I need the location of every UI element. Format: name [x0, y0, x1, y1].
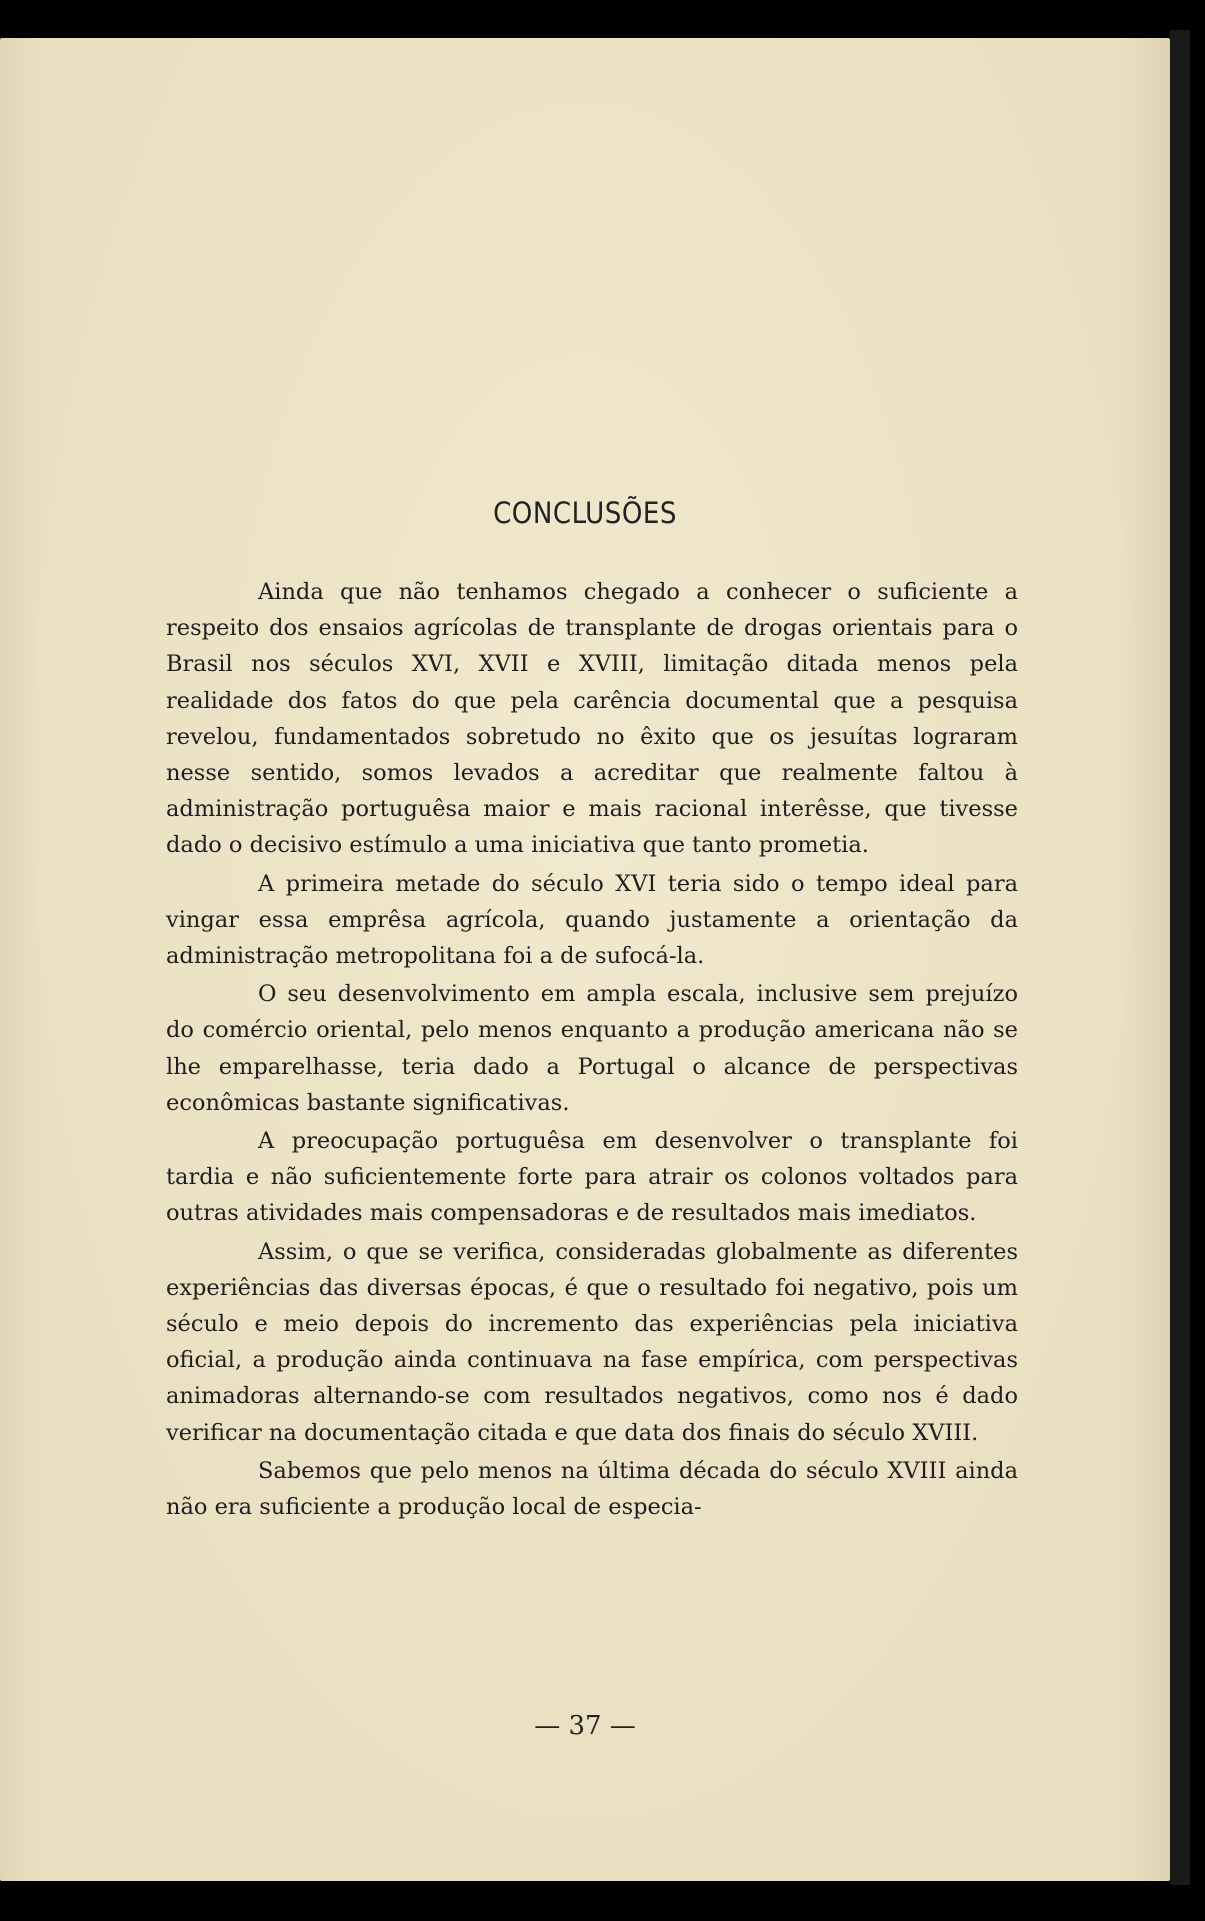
page-title: CONCLUSÕES: [493, 496, 677, 530]
paragraph: Assim, o que se verifica, consideradas globalmente as diferentes experiências das diversas épocas, é que o resultado foi negativo, pois um século e meio depois do incremento das experiências pela iniciativa oficial, a produção ainda continuava na fase empírica, com perspectivas animadoras alternando-se com resultados negativos, como nos é dado verificar na documentação citada e que data dos finais do século XVIII.: [166, 1238, 1018, 1446]
paragraph: Sabemos que pelo menos na última década do século XVIII ainda não era suficiente a produção local de especia-: [166, 1457, 1018, 1521]
paragraph: A primeira metade do século XVI teria sido o tempo ideal para vingar essa emprêsa agrícola, quando justamente a orientação da administração metropolitana foi a de sufocá-la.: [166, 870, 1018, 970]
body-text: [166, 574, 1018, 1527]
page-number: — 37 —: [534, 1711, 636, 1741]
paragraph: A preocupação portuguêsa em desenvolver o transplante foi tardia e não suficientemente forte para atrair os colonos voltados para outras atividades mais compensadoras e de resultados mais imediatos.: [166, 1128, 1018, 1227]
paragraph: O seu desenvolvimento em ampla escala, inclusive sem prejuízo do comércio oriental, pelo menos enquanto a produção americana não se lhe emparelhasse, teria dado a Portugal o alcance de perspectivas econômicas bastante significativas.: [166, 981, 1018, 1116]
page-edge-shadow: [1170, 30, 1190, 1885]
paragraph: Ainda que não tenhamos chegado a conhecer o suficiente a respeito dos ensaios agrícolas de transplante de drogas orientais para o Brasil nos séculos XVI, XVII e XVIII, limitação ditada menos pela realidade dos fatos do que pela carência documental que a pesquisa revelou, fundamentados sobretudo no êxito que os jesuítas lograram nesse sentido, somos levados a acreditar que realmente faltou à administração portuguêsa maior e mais racional interêsse, que tivesse dado o decisivo estímulo a uma iniciativa que tanto prometia.: [166, 579, 1018, 859]
